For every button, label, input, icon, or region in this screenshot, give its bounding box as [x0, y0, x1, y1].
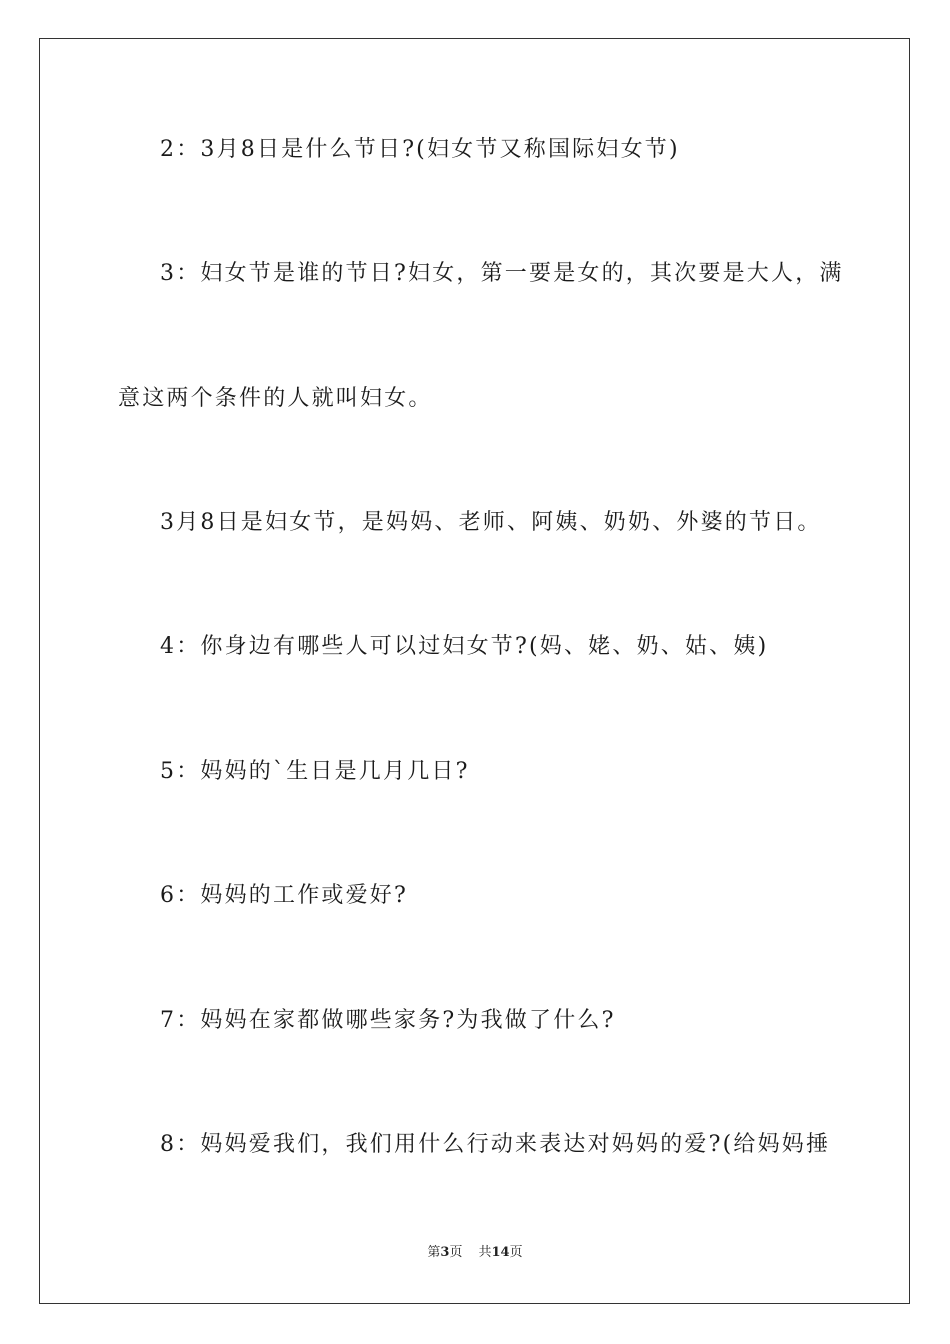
- question-4: 4：你身边有哪些人可以过妇女节?(妈、姥、奶、姑、姨): [160, 634, 769, 659]
- question-7: 7：妈妈在家都做哪些家务?为我做了什么?: [160, 1008, 616, 1033]
- footer-total-prefix: 共: [478, 1245, 492, 1260]
- page-footer: [0, 1244, 950, 1262]
- question-5: 5：妈妈的`生日是几月几日?: [160, 759, 470, 784]
- footer-current-page: 3: [440, 1245, 450, 1260]
- page-border: [39, 38, 910, 1304]
- question-6: 6：妈妈的工作或爱好?: [160, 883, 408, 908]
- question-8: 8：妈妈爱我们，我们用什么行动来表达对妈妈的爱?(给妈妈捶: [160, 1132, 831, 1157]
- question-2: 2：3月8日是什么节日?(妇女节又称国际妇女节): [160, 137, 680, 162]
- question-3-continued: 意这两个条件的人就叫妇女。: [118, 386, 433, 411]
- question-3: 3：妇女节是谁的节日?妇女，第一要是女的，其次要是大人，满: [160, 261, 844, 286]
- footer-total-pages: 14: [491, 1245, 510, 1260]
- footer-page-prefix: 第: [427, 1245, 441, 1260]
- footer-page-unit: 页: [449, 1245, 463, 1260]
- footer-total-unit: 页: [509, 1245, 523, 1260]
- statement-womens-day: 3月8日是妇女节，是妈妈、老师、阿姨、奶奶、外婆的节日。: [160, 510, 822, 535]
